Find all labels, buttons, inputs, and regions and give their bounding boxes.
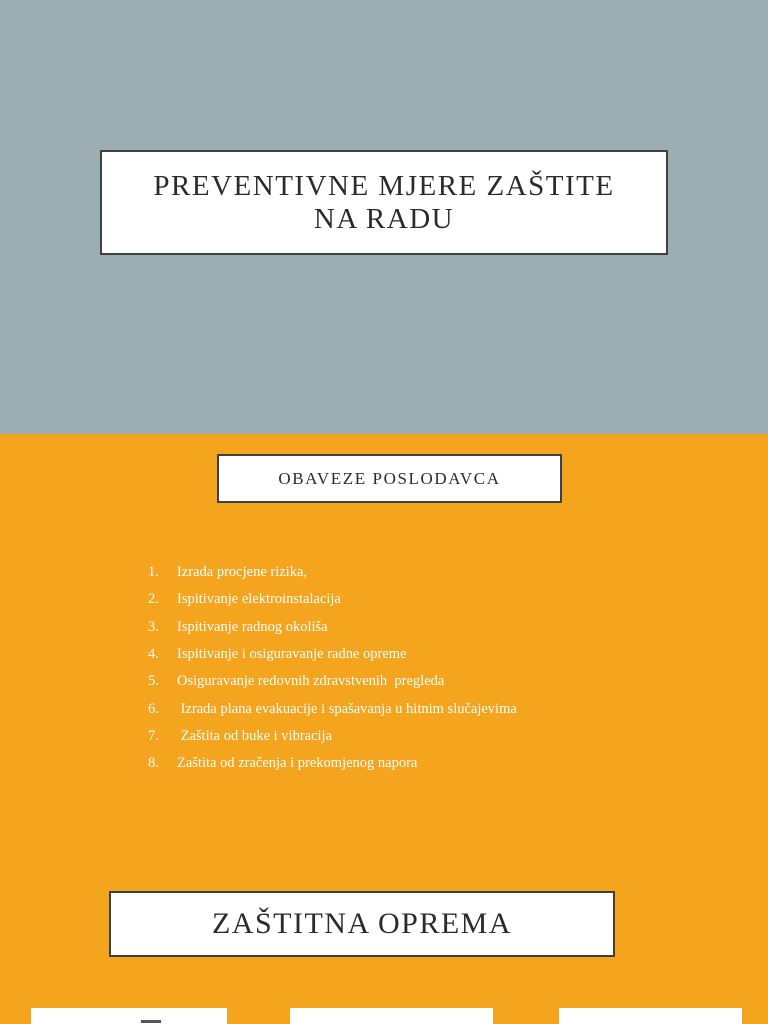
title-box	[100, 150, 668, 255]
obligations-list	[148, 559, 517, 777]
list-item	[148, 586, 517, 613]
list-item-number: 6.	[148, 700, 159, 717]
list-item-text: Ispitivanje i osiguravanje radne opreme	[177, 646, 407, 663]
list-item-number: 4.	[148, 646, 159, 663]
list-item	[148, 750, 517, 777]
list-item-number: 8.	[148, 755, 159, 772]
section-heading: OBAVEZE POSLODAVCA	[278, 468, 501, 488]
slide-title-section	[0, 0, 768, 434]
equipment-card	[31, 1008, 227, 1024]
list-item-number: 2.	[148, 591, 159, 608]
list-item-text: Izrada procjene rizika,	[177, 564, 308, 581]
page-title: PREVENTIVNE MJERE ZAŠTITE NA RADU	[153, 169, 615, 235]
list-item	[148, 668, 517, 695]
list-item-number: 1.	[148, 564, 159, 581]
list-item-text: Ispitivanje radnog okoliša	[177, 618, 328, 635]
list-item	[148, 695, 517, 722]
card-image-fragment	[141, 1020, 161, 1023]
list-item-text: Osiguravanje redovnih zdravstvenih pregleda	[177, 673, 445, 690]
equipment-card	[559, 1008, 742, 1024]
section-heading-box	[217, 454, 562, 503]
list-item-text: Zaštita od buke i vibracija	[177, 727, 333, 744]
list-item	[148, 641, 517, 668]
list-item-text: Izrada plana evakuacije i spašavanja u hitnim slučajevima	[177, 700, 517, 717]
list-item-number: 7.	[148, 727, 159, 744]
protective-equipment-heading: ZAŠTITNA OPREMA	[211, 907, 512, 940]
list-item	[148, 614, 517, 641]
list-item-number: 5.	[148, 673, 159, 690]
protective-equipment-box	[109, 891, 615, 957]
list-item	[148, 559, 517, 586]
list-item-text: Ispitivanje elektroinstalacija	[177, 591, 341, 608]
list-item-text: Zaštita od zračenja i prekomjenog napora	[177, 755, 418, 772]
list-item-number: 3.	[148, 618, 159, 635]
equipment-card	[290, 1008, 493, 1024]
list-item	[148, 723, 517, 750]
